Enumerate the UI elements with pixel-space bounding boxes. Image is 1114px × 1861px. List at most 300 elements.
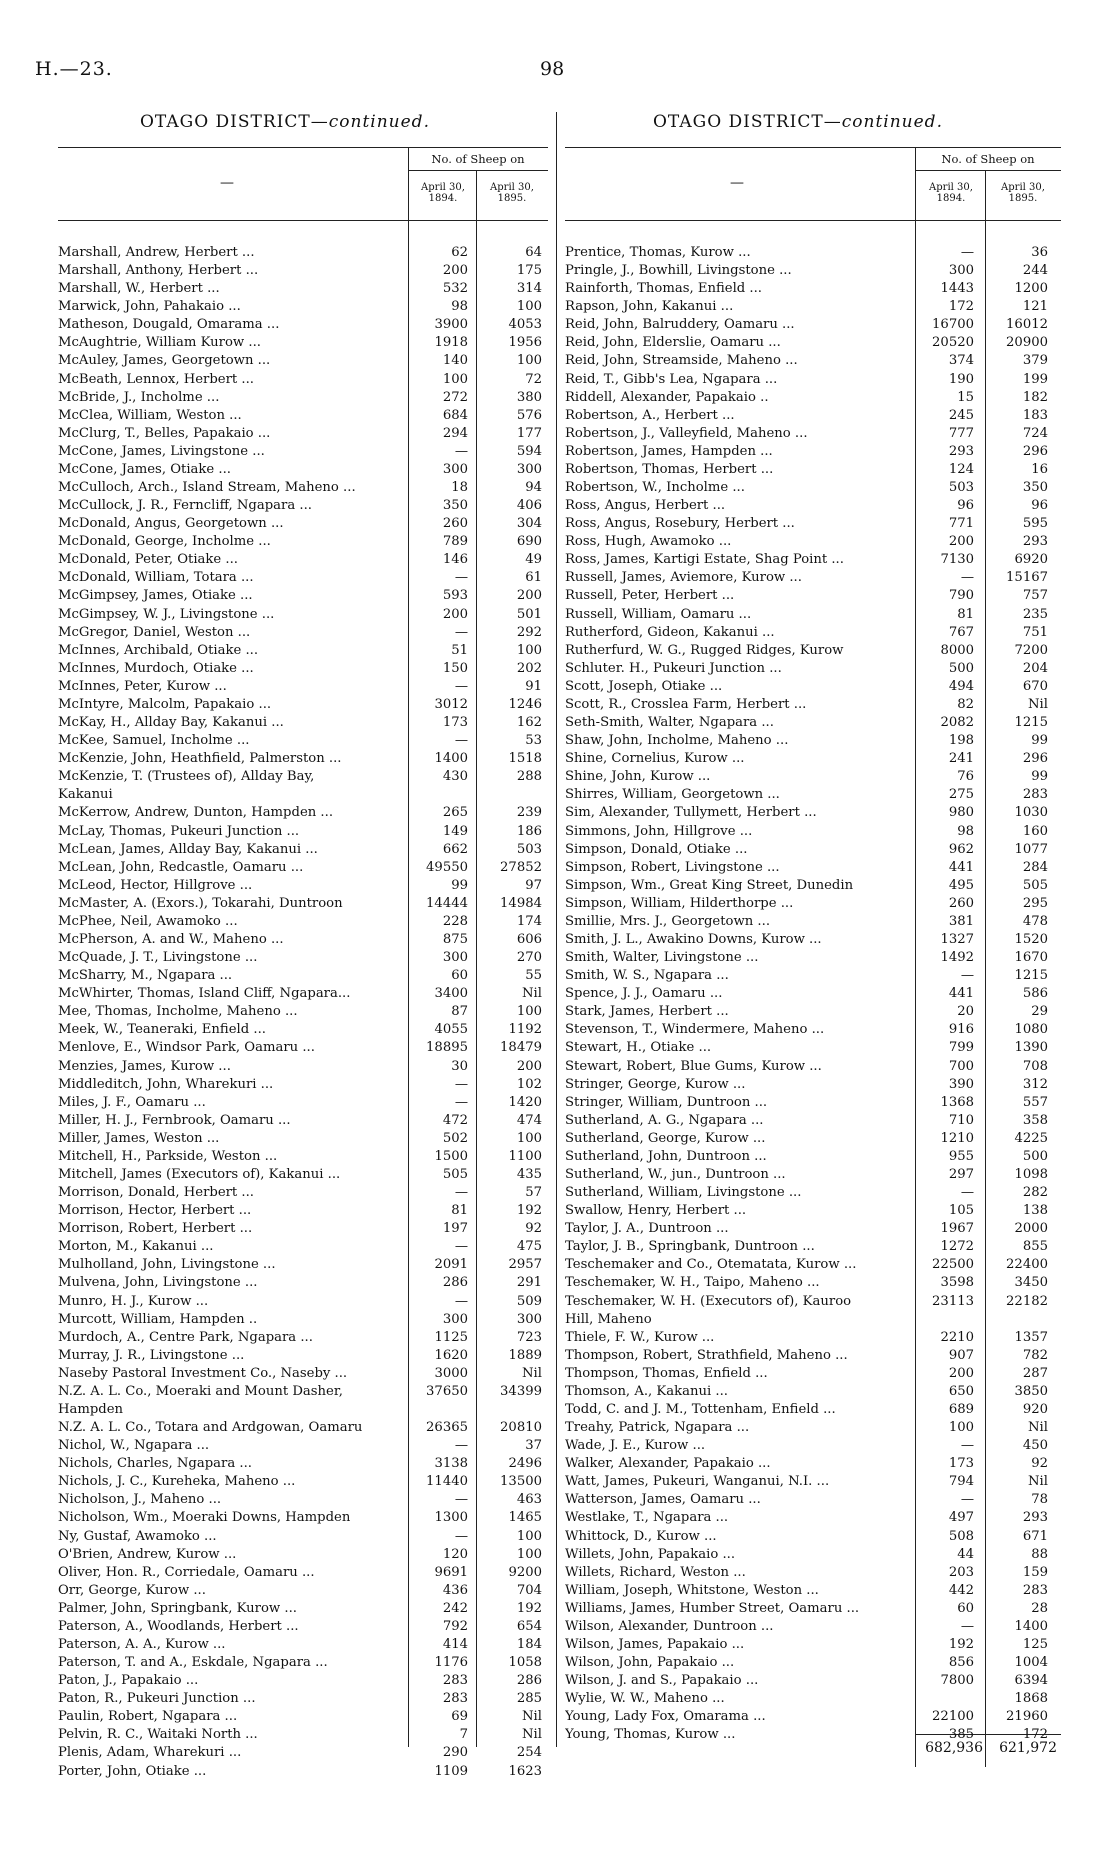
sheep-1895: 100 [516, 1546, 542, 1562]
table-row [565, 371, 1061, 389]
right-sheep-table [565, 244, 1061, 1744]
owner-name: Sutherland, W., jun., Duntroon ... [565, 1166, 786, 1182]
sheep-1894: 228 [442, 913, 468, 929]
sheep-1895: 172 [1022, 1727, 1048, 1743]
sheep-1895: 175 [516, 263, 542, 279]
owner-name: Ross, Hugh, Awamoko ... [565, 534, 732, 550]
sheep-1895: 97 [525, 877, 542, 893]
owner-name: Reid, John, Balruddery, Oamaru ... [565, 317, 795, 333]
owner-name: Robertson, Thomas, Herbert ... [565, 461, 774, 477]
owner-name: Thompson, Robert, Strathfield, Maheno ... [565, 1347, 848, 1363]
table-row [565, 1094, 1061, 1112]
table-row [565, 1546, 1061, 1564]
sheep-1895: 270 [516, 950, 542, 966]
sheep-1895: 724 [1022, 425, 1048, 441]
table-row [565, 1329, 1061, 1347]
sheep-1895: 200 [516, 1058, 542, 1074]
owner-name: McMaster, A. (Exors.), Tokarahi, Duntroon [58, 895, 343, 911]
owner-name: Simpson, Robert, Livingstone ... [565, 859, 780, 875]
table-row [565, 1184, 1061, 1202]
sheep-1894: 8000 [940, 642, 974, 658]
sheep-1895: 708 [1022, 1058, 1048, 1074]
sheep-1894: 18895 [426, 1040, 468, 1056]
sheep-1894: 300 [442, 950, 468, 966]
sheep-1894: 502 [442, 1130, 468, 1146]
sheep-1895: 450 [1022, 1438, 1048, 1454]
sheep-1894: 260 [948, 895, 974, 911]
table-row [58, 334, 548, 352]
sheep-1895: 91 [525, 678, 542, 694]
sheep-1895: 300 [516, 1311, 542, 1327]
owner-name: N.Z. A. L. Co., Moeraki and Mount Dasher, [58, 1383, 343, 1399]
owner-name: McCone, James, Livingstone ... [58, 443, 265, 459]
table-row [58, 1003, 548, 1021]
sheep-1894: 472 [442, 1112, 468, 1128]
table-row [565, 425, 1061, 443]
sheep-1895: 4053 [508, 317, 542, 333]
table-row [565, 479, 1061, 497]
sheep-1895: 283 [1022, 1582, 1048, 1598]
sheep-1895: 358 [1022, 1112, 1048, 1128]
table-row [565, 1238, 1061, 1256]
table-row [565, 569, 1061, 587]
sheep-1894: — [960, 1438, 974, 1454]
sheep-1895: 92 [525, 1221, 542, 1237]
sheep-1894: 245 [948, 407, 974, 423]
owner-name: Willets, Richard, Weston ... [565, 1564, 746, 1580]
table-row [565, 624, 1061, 642]
owner-name: Young, Thomas, Kurow ... [565, 1727, 736, 1743]
owner-name: Teschemaker, W. H., Taipo, Maheno ... [565, 1275, 820, 1291]
sheep-1894: 272 [442, 389, 468, 405]
owner-name: Robertson, W., Incholme ... [565, 480, 745, 496]
sheep-1895: 1200 [1014, 281, 1048, 297]
sheep-1894: 283 [442, 1673, 468, 1689]
sheep-1895: 1623 [508, 1763, 542, 1779]
sheep-1895: 200 [516, 588, 542, 604]
sheep-1894: 430 [442, 769, 468, 785]
table-row [565, 1383, 1061, 1401]
sheep-1895: 244 [1022, 263, 1048, 279]
table-row [58, 606, 548, 624]
table-row [565, 895, 1061, 913]
table-row [58, 262, 548, 280]
table-row [58, 443, 548, 461]
sheep-1894: 16700 [932, 317, 974, 333]
sheep-1895: 100 [516, 642, 542, 658]
table-row [565, 1039, 1061, 1057]
sheep-1894: 1125 [434, 1329, 468, 1345]
sheep-1894: 3012 [434, 696, 468, 712]
owner-name: Pelvin, R. C., Waitaki North ... [58, 1727, 258, 1743]
owner-name: Nichols, Charles, Ngapara ... [58, 1456, 252, 1472]
table-row [58, 389, 548, 407]
sheep-1894: 98 [957, 823, 974, 839]
sheep-1895: 1192 [508, 1022, 542, 1038]
table-row [58, 1491, 548, 1509]
owner-name: Walker, Alexander, Papakaio ... [565, 1456, 771, 1472]
sheep-1895: 670 [1022, 678, 1048, 694]
sheep-1894: 124 [948, 461, 974, 477]
table-row [565, 587, 1061, 605]
sheep-1895: 314 [516, 281, 542, 297]
sheep-1895: 723 [516, 1329, 542, 1345]
right-name-col-dash: — [730, 175, 744, 191]
sheep-1895: 557 [1022, 1094, 1048, 1110]
sheep-1895: Nil [522, 1709, 542, 1725]
right-header-top-rule [565, 147, 1061, 148]
sheep-1894: 20 [957, 1004, 974, 1020]
sheep-1895: 202 [516, 660, 542, 676]
left-title-italic: continued. [328, 112, 430, 132]
sheep-1894: 390 [948, 1076, 974, 1092]
sheep-1895: 18479 [500, 1040, 542, 1056]
sheep-1894: 962 [948, 841, 974, 857]
sheep-1894: 22500 [932, 1257, 974, 1273]
owner-name: Mulholland, John, Livingstone ... [58, 1257, 276, 1273]
sheep-1894: 1327 [940, 931, 974, 947]
owner-name: McBride, J., Incholme ... [58, 389, 220, 405]
table-row [565, 461, 1061, 479]
table-row [565, 334, 1061, 352]
table-row [58, 515, 548, 533]
table-row [58, 768, 548, 786]
sheep-1895: 138 [1022, 1203, 1048, 1219]
table-row [565, 660, 1061, 678]
table-row [58, 497, 548, 515]
sheep-1895: 254 [516, 1745, 542, 1761]
sheep-1894: 3598 [940, 1275, 974, 1291]
table-row [565, 316, 1061, 334]
table-row [58, 569, 548, 587]
table-row [565, 1582, 1061, 1600]
sheep-1894: 767 [948, 624, 974, 640]
table-row [58, 949, 548, 967]
sheep-1895: 37 [525, 1438, 542, 1454]
sheep-1895: 284 [1022, 859, 1048, 875]
sheep-1895: 586 [1022, 986, 1048, 1002]
owner-name: Mulvena, John, Livingstone ... [58, 1275, 258, 1291]
table-row [58, 931, 548, 949]
owner-name: McAughtrie, William Kurow ... [58, 335, 261, 351]
sheep-1894: 293 [948, 443, 974, 459]
sheep-1895: 21960 [1006, 1709, 1048, 1725]
sheep-1894: 2091 [434, 1257, 468, 1273]
table-row [565, 606, 1061, 624]
right-subheader-rule [915, 170, 1061, 171]
sheep-1895: 16 [1031, 461, 1048, 477]
sheep-1895: 1868 [1014, 1691, 1048, 1707]
owner-name: Marshall, Andrew, Herbert ... [58, 245, 255, 260]
sheep-1895: 304 [516, 516, 542, 532]
table-row [58, 1148, 548, 1166]
table-row [58, 642, 548, 660]
sheep-1894: 149 [442, 823, 468, 839]
sheep-1894: 190 [948, 371, 974, 387]
sheep-1894: 120 [442, 1546, 468, 1562]
sheep-1895: 291 [516, 1275, 542, 1291]
sheep-1894: 2210 [940, 1329, 974, 1345]
sheep-1895: 293 [1022, 1510, 1048, 1526]
sheep-1895: 500 [1022, 1148, 1048, 1164]
sheep-1895: 293 [1022, 534, 1048, 550]
table-row [565, 1528, 1061, 1546]
owner-name: McCulloch, Arch., Island Stream, Maheno ... [58, 480, 356, 496]
table-row [565, 804, 1061, 822]
sheep-1894: 980 [948, 805, 974, 821]
sheep-1894: 2082 [940, 715, 974, 731]
sheep-1894: 11440 [426, 1474, 468, 1490]
owner-name: Smillie, Mrs. J., Georgetown ... [565, 913, 771, 929]
sheep-1895: Nil [1028, 1420, 1048, 1436]
sheep-1895: 160 [1022, 823, 1048, 839]
table-row [565, 1419, 1061, 1437]
table-row [565, 1690, 1061, 1708]
owner-name: Wilson, James, Papakaio ... [565, 1637, 745, 1653]
sheep-1894: 532 [442, 281, 468, 297]
table-row [58, 298, 548, 316]
sheep-1895: 182 [1022, 389, 1048, 405]
sheep-1895: 99 [1031, 733, 1048, 749]
table-row [58, 1618, 548, 1636]
owner-name: Rapson, John, Kakanui ... [565, 299, 734, 315]
sheep-1894: 700 [948, 1058, 974, 1074]
table-row [565, 1708, 1061, 1726]
table-row [565, 985, 1061, 1003]
sheep-1895: 61 [525, 570, 542, 586]
owner-name: Orr, George, Kurow ... [58, 1582, 206, 1598]
sheep-1895: 53 [525, 733, 542, 749]
owner-name: Prentice, Thomas, Kurow ... [565, 245, 751, 260]
sheep-1895: 292 [516, 624, 542, 640]
sheep-1894: 140 [442, 353, 468, 369]
owner-name: Thomson, A., Kakanui ... [565, 1383, 728, 1399]
sheep-1894: 82 [957, 696, 974, 712]
sheep-1895: 4225 [1014, 1130, 1048, 1146]
sheep-1895: 99 [1031, 769, 1048, 785]
sheep-1894: — [454, 1239, 468, 1255]
owner-name: Watt, James, Pukeuri, Wanganui, N.I. ... [565, 1474, 830, 1490]
sheep-1894: — [960, 968, 974, 984]
sheep-1894: 1500 [434, 1148, 468, 1164]
sheep-1895: 100 [516, 299, 542, 315]
sheep-1895: 1390 [1014, 1040, 1048, 1056]
owner-name: McIntyre, Malcolm, Papakaio ... [58, 696, 272, 712]
table-row [565, 877, 1061, 895]
center-divider [556, 112, 557, 1747]
owner-name: McGimpsey, W. J., Livingstone ... [58, 606, 275, 622]
owner-name: Seth-Smith, Walter, Ngapara ... [565, 715, 774, 731]
sheep-1895: 28 [1031, 1600, 1048, 1616]
right-title-italic: continued. [841, 112, 943, 132]
sheep-1894: 300 [442, 461, 468, 477]
sheep-1894: 98 [451, 299, 468, 315]
table-row [565, 244, 1061, 262]
owner-name: Reid, John, Elderslie, Oamaru ... [565, 335, 781, 351]
owner-name: Rainforth, Thomas, Enfield ... [565, 281, 763, 297]
table-row [58, 877, 548, 895]
sheep-1894: 203 [948, 1564, 974, 1580]
owner-name: Spence, J. J., Oamaru ... [565, 986, 723, 1002]
sheep-1894: 1967 [940, 1221, 974, 1237]
table-row [565, 1564, 1061, 1582]
sheep-1895: 285 [516, 1691, 542, 1707]
table-row [58, 352, 548, 370]
sheep-1894: 81 [957, 606, 974, 622]
sheep-1894: — [960, 1618, 974, 1634]
owner-name: Stark, James, Herbert ... [565, 1004, 729, 1020]
owner-name: Shine, John, Kurow ... [565, 769, 711, 785]
sheep-1895: 282 [1022, 1185, 1048, 1201]
sheep-1894: 789 [442, 534, 468, 550]
table-row [58, 1383, 548, 1401]
owner-name: McQuade, J. T., Livingstone ... [58, 950, 258, 966]
table-row [58, 1293, 548, 1311]
table-row [565, 1220, 1061, 1238]
sheep-1895: 96 [1031, 498, 1048, 514]
owner-name: McKenzie, John, Heathfield, Palmerston ... [58, 751, 342, 767]
total-1894: 682,936 [925, 1740, 983, 1756]
owner-name: Teschemaker and Co., Otematata, Kurow ... [565, 1257, 857, 1273]
table-row [565, 1130, 1061, 1148]
sheep-1895: 1246 [508, 696, 542, 712]
sheep-1895: 22182 [1006, 1293, 1048, 1309]
owner-name: Ny, Gustaf, Awamoko ... [58, 1528, 217, 1544]
sheep-1894: 799 [948, 1040, 974, 1056]
owner-name: McDonald, Peter, Otiake ... [58, 552, 238, 568]
owner-name: Marwick, John, Pahakaio ... [58, 299, 241, 315]
owner-name: McCullock, J. R., Ferncliff, Ngapara ... [58, 498, 312, 514]
sheep-1894: — [454, 1094, 468, 1110]
table-row [565, 1618, 1061, 1636]
sheep-1894: 62 [451, 245, 468, 260]
table-row [58, 1401, 548, 1419]
table-row [565, 1473, 1061, 1491]
owner-name: McDonald, William, Totara ... [58, 570, 254, 586]
table-row [58, 967, 548, 985]
owner-name: Shine, Cornelius, Kurow ... [565, 751, 745, 767]
sheep-1894: — [454, 733, 468, 749]
sheep-1895: 1889 [508, 1347, 542, 1363]
owner-name: McInnes, Peter, Kurow ... [58, 678, 227, 694]
owner-name: Smith, W. S., Ngapara ... [565, 968, 729, 984]
sheep-1894: 1176 [434, 1655, 468, 1671]
table-row [565, 1003, 1061, 1021]
table-row [565, 967, 1061, 985]
owner-name: Russell, James, Aviemore, Kurow ... [565, 570, 802, 586]
owner-name: Mitchell, James (Executors of), Kakanui ... [58, 1166, 341, 1182]
table-row [565, 497, 1061, 515]
table-row [58, 786, 548, 804]
sheep-1895: 287 [1022, 1365, 1048, 1381]
sheep-1895: Nil [522, 1365, 542, 1381]
sheep-1894: 37650 [426, 1383, 468, 1399]
sheep-1895: 20900 [1006, 335, 1048, 351]
sheep-1894: 14444 [426, 895, 468, 911]
owner-name: Morrison, Hector, Herbert ... [58, 1203, 252, 1219]
sheep-1894: 916 [948, 1022, 974, 1038]
owner-name: Oliver, Hon. R., Corriedale, Oamaru ... [58, 1564, 315, 1580]
left-header-bottom-rule [58, 220, 548, 221]
sheep-1894: 385 [948, 1727, 974, 1743]
table-row [58, 1636, 548, 1654]
owner-name: Kakanui [58, 787, 113, 803]
table-row [565, 515, 1061, 533]
table-row [58, 985, 548, 1003]
owner-name: Hampden [58, 1402, 124, 1417]
sheep-1895: 57 [525, 1185, 542, 1201]
table-row [58, 859, 548, 877]
owner-name: Murcott, William, Hampden .. [58, 1311, 258, 1327]
table-row [565, 533, 1061, 551]
sheep-1894: 26365 [426, 1420, 468, 1436]
sheep-1894: 684 [442, 407, 468, 423]
table-row [58, 1528, 548, 1546]
owner-name: Middleditch, John, Wharekuri ... [58, 1076, 274, 1092]
table-row [58, 1329, 548, 1347]
table-row [565, 1021, 1061, 1039]
sheep-1894: 87 [451, 1004, 468, 1020]
sheep-1894: 7 [459, 1727, 468, 1743]
sheep-1895: 295 [1022, 895, 1048, 911]
sheep-1895: 3850 [1014, 1383, 1048, 1399]
sheep-1894: 286 [442, 1275, 468, 1291]
sheep-1894: 790 [948, 588, 974, 604]
sheep-1895: 1670 [1014, 950, 1048, 966]
owner-name: Willets, John, Papakaio ... [565, 1546, 736, 1562]
owner-name: Wilson, John, Papakaio ... [565, 1655, 735, 1671]
table-row [565, 1256, 1061, 1274]
sheep-1894: 441 [948, 986, 974, 1002]
sheep-1895: 121 [1022, 299, 1048, 315]
sheep-1895: 1956 [508, 335, 542, 351]
sheep-1894: 283 [442, 1691, 468, 1707]
right-col-group-header: No. of Sheep on [941, 152, 1035, 166]
sheep-1895: Nil [522, 1727, 542, 1743]
sheep-1894: 294 [442, 425, 468, 441]
owner-name: Mitchell, H., Parkside, Weston ... [58, 1148, 278, 1164]
sheep-1894: 381 [948, 913, 974, 929]
sheep-1894: 955 [948, 1148, 974, 1164]
table-row [565, 1509, 1061, 1527]
sheep-1895: 406 [516, 498, 542, 514]
owner-name: McClea, William, Weston ... [58, 407, 242, 423]
owner-name: Riddell, Alexander, Papakaio .. [565, 389, 769, 405]
owner-name: Smith, Walter, Livingstone ... [565, 950, 759, 966]
sheep-1895: 690 [516, 534, 542, 550]
right-col1-header: April 30, 1894. [929, 182, 973, 204]
owner-name: Teschemaker, W. H. (Executors of), Kauroo [565, 1293, 852, 1309]
sheep-1895: 7200 [1014, 642, 1048, 658]
sheep-1894: 173 [948, 1456, 974, 1472]
owner-name: McPherson, A. and W., Maheno ... [58, 931, 284, 947]
table-row [565, 678, 1061, 696]
owner-name: Meek, W., Teaneraki, Enfield ... [58, 1022, 266, 1038]
table-row [58, 316, 548, 334]
sheep-1894: 1272 [940, 1239, 974, 1255]
sheep-1894: 436 [442, 1582, 468, 1598]
table-row [58, 1473, 548, 1491]
sheep-1894: 173 [442, 715, 468, 731]
table-row [565, 1148, 1061, 1166]
table-row [565, 280, 1061, 298]
owner-name: Taylor, J. A., Duntroon ... [565, 1221, 729, 1237]
table-row [565, 1293, 1061, 1311]
owner-name: N.Z. A. L. Co., Totara and Ardgowan, Oamaru [58, 1420, 363, 1436]
sheep-1895: 100 [516, 1528, 542, 1544]
sheep-1895: 379 [1022, 353, 1048, 369]
table-row [58, 1039, 548, 1057]
